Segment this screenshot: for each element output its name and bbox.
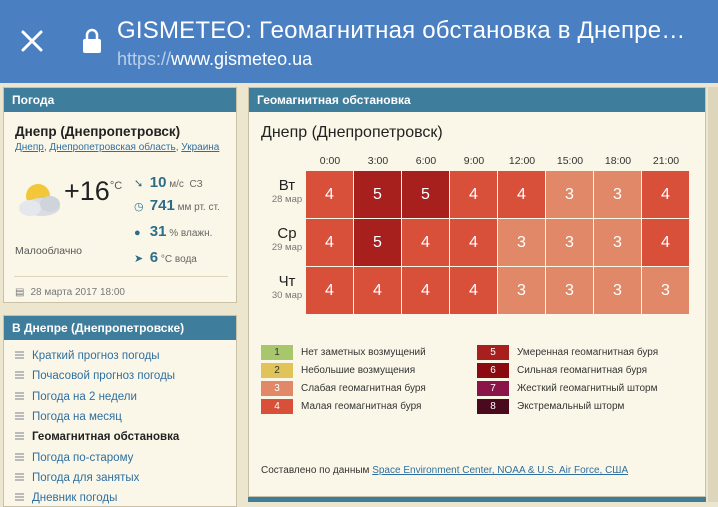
- legend-swatch: 2: [261, 363, 293, 378]
- hour-label: 21:00: [652, 155, 680, 167]
- wind-unit: м/с: [169, 179, 184, 190]
- day-name: Чт: [278, 273, 296, 290]
- day-label: [263, 177, 311, 205]
- menu-item-label: Геомагнитная обстановка: [32, 431, 180, 444]
- water-value: 6: [149, 249, 159, 266]
- geomagnetic-panel: [248, 87, 706, 497]
- legend-item: [477, 381, 657, 396]
- kp-cell: 4: [450, 171, 497, 218]
- legend-item: [477, 345, 658, 360]
- legend-label: Сильная геомагнитная буря: [517, 365, 647, 377]
- legend-item: [261, 363, 415, 378]
- page-content: [0, 83, 718, 505]
- kp-cell: 3: [642, 267, 689, 314]
- legend-label: Экстремальный шторм: [517, 401, 625, 413]
- menu-item[interactable]: [15, 411, 122, 423]
- weather-panel: [3, 87, 237, 303]
- kp-cell: 5: [402, 171, 449, 218]
- legend-swatch: 1: [261, 345, 293, 360]
- calendar-icon: ▤: [15, 287, 25, 298]
- list-bullet-icon: [15, 473, 24, 482]
- hour-label: 15:00: [556, 155, 584, 167]
- menu-item[interactable]: [15, 370, 175, 382]
- url-bar[interactable]: [117, 49, 312, 70]
- hour-label: 6:00: [415, 155, 437, 167]
- legend-swatch: 3: [261, 381, 293, 396]
- list-bullet-icon: [15, 392, 24, 401]
- humidity-unit: % влажн.: [169, 228, 213, 239]
- hour-label: 12:00: [508, 155, 536, 167]
- legend-label: Малая геомагнитная буря: [301, 401, 422, 413]
- kp-cell: 4: [402, 219, 449, 266]
- page-scroll-edge: [708, 87, 718, 502]
- city-menu-panel: [3, 315, 237, 507]
- menu-item-label: Погода на месяц: [32, 410, 122, 423]
- water-unit: °С вода: [160, 254, 197, 265]
- day-label: [263, 225, 311, 253]
- kp-cell: 4: [306, 171, 353, 218]
- kp-cell: 5: [354, 219, 401, 266]
- weather-panel-header: Погода: [4, 88, 236, 112]
- day-name: Ср: [277, 225, 297, 242]
- wind: [134, 174, 203, 191]
- weather-description: Малооблачно: [15, 245, 83, 257]
- menu-item[interactable]: [15, 391, 137, 403]
- pressure: [134, 197, 220, 214]
- list-bullet-icon: [15, 412, 24, 421]
- humidity: [134, 223, 212, 240]
- temperature-value: +16: [64, 176, 110, 206]
- wind-value: 10: [149, 174, 167, 191]
- menu-item[interactable]: [15, 452, 133, 464]
- wind-direction-icon: ➘: [134, 178, 144, 190]
- list-bullet-icon: [15, 351, 24, 360]
- hour-label: 0:00: [319, 155, 341, 167]
- menu-item[interactable]: [15, 350, 160, 362]
- legend-swatch: 4: [261, 399, 293, 414]
- legend-item: [477, 363, 647, 378]
- kp-cell: 4: [306, 267, 353, 314]
- breadcrumb-city[interactable]: Днепр: [15, 142, 44, 153]
- weather-date-row: [15, 287, 125, 298]
- menu-item-label: Дневник погоды: [32, 492, 118, 505]
- kp-cell: 4: [498, 171, 545, 218]
- breadcrumb: Днепр, Днепропетровская область, Украина: [15, 142, 220, 153]
- kp-cell: 3: [546, 171, 593, 218]
- legend-swatch: 8: [477, 399, 509, 414]
- water-temperature: [134, 249, 197, 266]
- kp-cell: 3: [546, 219, 593, 266]
- legend-item: [261, 345, 426, 360]
- kp-cell: 4: [642, 219, 689, 266]
- menu-item-label: Погода на 2 недели: [32, 390, 137, 403]
- browser-toolbar: [0, 0, 718, 83]
- pressure-icon: ◷: [134, 201, 144, 213]
- divider: [14, 276, 228, 277]
- legend-item: [261, 399, 421, 414]
- kp-cell: 4: [450, 219, 497, 266]
- city-menu-header: В Днепре (Днепропетровске): [4, 316, 236, 340]
- temperature: [64, 176, 122, 207]
- kp-cell: 4: [354, 267, 401, 314]
- day-date: 30 мар: [271, 290, 303, 301]
- list-bullet-icon: [15, 432, 24, 441]
- humidity-icon: ●: [134, 227, 141, 239]
- legend-label: Жесткий геомагнитный шторм: [517, 383, 658, 395]
- kp-cell: 3: [498, 267, 545, 314]
- weather-date: 28 марта 2017 18:00: [30, 287, 125, 298]
- day-date: 29 мар: [271, 242, 303, 253]
- legend-label: Слабая геомагнитная буря: [301, 383, 426, 395]
- page-title: GISMETEO: Геомагнитная обстановка в Днепре…: [117, 17, 686, 44]
- day-name: Вт: [278, 177, 296, 194]
- kp-cell: 3: [594, 171, 641, 218]
- list-bullet-icon: [15, 493, 24, 502]
- source-note: [261, 465, 628, 476]
- legend-label: Умеренная геомагнитная буря: [517, 347, 659, 359]
- pressure-unit: мм рт. ст.: [177, 202, 220, 213]
- next-panel-edge: [248, 497, 706, 502]
- pressure-value: 741: [149, 197, 175, 214]
- kp-cell: 5: [354, 171, 401, 218]
- kp-cell: 4: [402, 267, 449, 314]
- day-label: [263, 273, 311, 301]
- menu-item[interactable]: [15, 492, 117, 504]
- fish-icon: ➤: [134, 253, 144, 265]
- url-host: www.gismeteo.ua: [171, 49, 313, 69]
- source-link[interactable]: Space Environment Center, NOAA & U.S. Air Force, США: [372, 465, 629, 476]
- partly-cloudy-icon: [14, 179, 66, 219]
- legend-label: Нет заметных возмущений: [301, 347, 426, 359]
- weather-city[interactable]: Днепр (Днепропетровск): [15, 124, 181, 139]
- source-prefix: Составлено по данным: [261, 465, 370, 476]
- legend-swatch: 5: [477, 345, 509, 360]
- legend-item: [261, 381, 426, 396]
- kp-cell: 3: [498, 219, 545, 266]
- legend-swatch: 7: [477, 381, 509, 396]
- hour-label: 9:00: [463, 155, 485, 167]
- lock-icon: [81, 28, 103, 54]
- kp-cell: 3: [546, 267, 593, 314]
- url-scheme: https://: [117, 49, 172, 69]
- menu-item-label: Погода для занятых: [32, 471, 140, 484]
- geomagnetic-panel-header: Геомагнитная обстановка: [249, 88, 705, 112]
- list-bullet-icon: [15, 371, 24, 380]
- menu-item-label: Почасовой прогноз погоды: [32, 370, 176, 383]
- legend-item: [477, 399, 624, 414]
- menu-item-label: Погода по-старому: [32, 451, 134, 464]
- geomagnetic-city: Днепр (Днепропетровск): [261, 124, 443, 141]
- kp-cell: 4: [642, 171, 689, 218]
- day-date: 28 мар: [271, 194, 303, 205]
- wind-direction: СЗ: [189, 179, 203, 190]
- legend-swatch: 6: [477, 363, 509, 378]
- legend-label: Небольшие возмущения: [301, 365, 416, 377]
- menu-item[interactable]: [15, 472, 139, 484]
- temperature-unit: °C: [109, 180, 123, 192]
- hour-label: 18:00: [604, 155, 632, 167]
- kp-cell: 4: [450, 267, 497, 314]
- menu-item[interactable]: [15, 431, 179, 443]
- menu-item-label: Краткий прогноз погоды: [32, 350, 160, 362]
- breadcrumb-country[interactable]: Украина: [181, 142, 220, 153]
- hour-label: 3:00: [367, 155, 389, 167]
- humidity-value: 31: [149, 223, 167, 240]
- kp-cell: 3: [594, 267, 641, 314]
- list-bullet-icon: [15, 453, 24, 462]
- breadcrumb-region[interactable]: Днепропетровская область: [49, 142, 176, 153]
- kp-cell: 4: [306, 219, 353, 266]
- kp-cell: 3: [594, 219, 641, 266]
- close-icon[interactable]: [19, 28, 45, 54]
